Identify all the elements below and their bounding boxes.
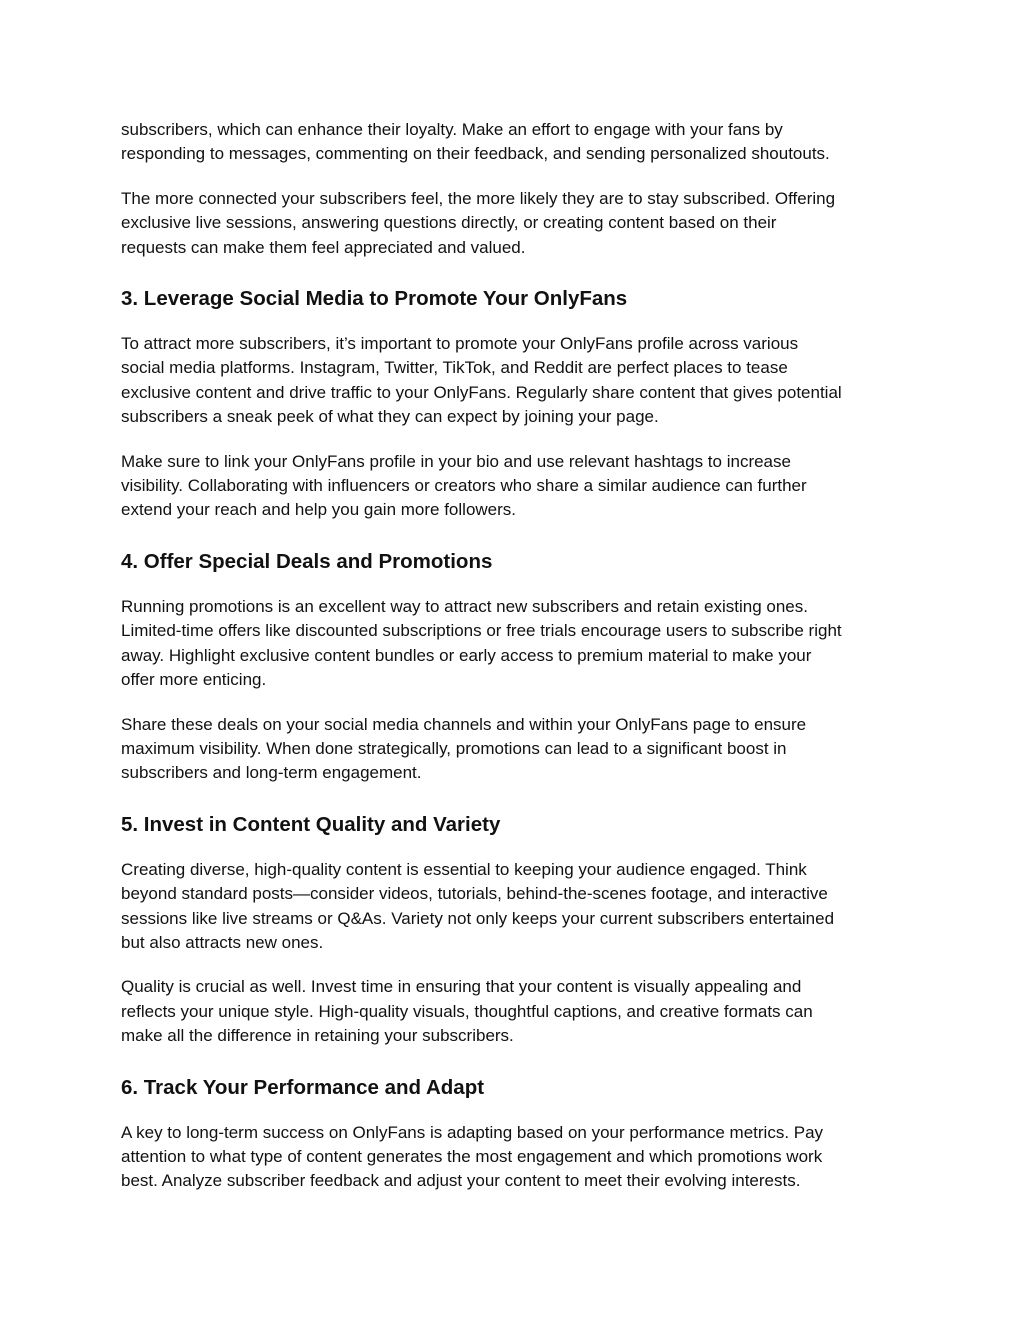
section-4-paragraph-2: Share these deals on your social media channels and within your OnlyFans page to ensure maximum visibility. When done strategically, promotions can lead to a significant boost in subscribers and long-term engagement.: [121, 714, 807, 783]
section-heading-6: 6. Track Your Performance and Adapt: [121, 1075, 485, 1099]
section-5-paragraph-2: Quality is crucial as well. Invest time in ensuring that your content is visually appealing and reflects your unique style. High-quality visuals, thoughtful captions, and creative formats can make all the difference in retaining your subscribers.: [121, 977, 813, 1046]
section-heading-5: 5. Invest in Content Quality and Variety: [121, 812, 501, 836]
section-5-paragraph-1: Creating diverse, high-quality content is essential to keeping your audience engaged. Think beyond standard posts—consider videos, tutorials, behind-the-scenes footage, and interactive sessions like live streams or Q&As. Variety not only keeps your current subscribers entertained but also attracts new ones.: [121, 859, 835, 952]
section-heading-4: 4. Offer Special Deals and Promotions: [121, 549, 493, 573]
section-6-paragraph-1: A key to long-term success on OnlyFans is adapting based on your performance metrics. Pay attention to what type of content generates the most engagement and which promotions work best. Analyze subscriber feedback and adjust your content to meet their evolving interests.: [121, 1122, 824, 1191]
section-heading-3: 3. Leverage Social Media to Promote Your OnlyFans: [121, 287, 628, 311]
intro-paragraph-2: The more connected your subscribers feel, the more likely they are to stay subscribed. Offering exclusive live sessions, answering questions directly, or creating content based on their requests can make them feel appreciated and valued.: [121, 188, 836, 257]
section-4-paragraph-1: Running promotions is an excellent way to attract new subscribers and retain existing ones. Limited-time offers like discounted subscriptions or free trials encourage users to subscribe right away. Highlight exclusive content bundles or early access to premium material to make your offer more enticing.: [121, 596, 842, 690]
section-3-paragraph-2: Make sure to link your OnlyFans profile in your bio and use relevant hashtags to increase visibility. Collaborating with influencers or creators who share a similar audience can further extend your reach and help you gain more followers.: [121, 451, 807, 520]
section-3-paragraph-1: To attract more subscribers, it’s important to promote your OnlyFans profile across various social media platforms. Instagram, Twitter, TikTok, and Reddit are perfect places to tease exclusive content and drive traffic to your OnlyFans. Regularly share content that gives potential subscribers a sneak peek of what they can expect by joining your page.: [121, 334, 842, 427]
intro-paragraph-1: subscribers, which can enhance their loyalty. Make an effort to engage with your fans by responding to messages, commenting on their feedback, and sending personalized shoutouts.: [121, 120, 830, 164]
document-page: [121, 118, 911, 1194]
